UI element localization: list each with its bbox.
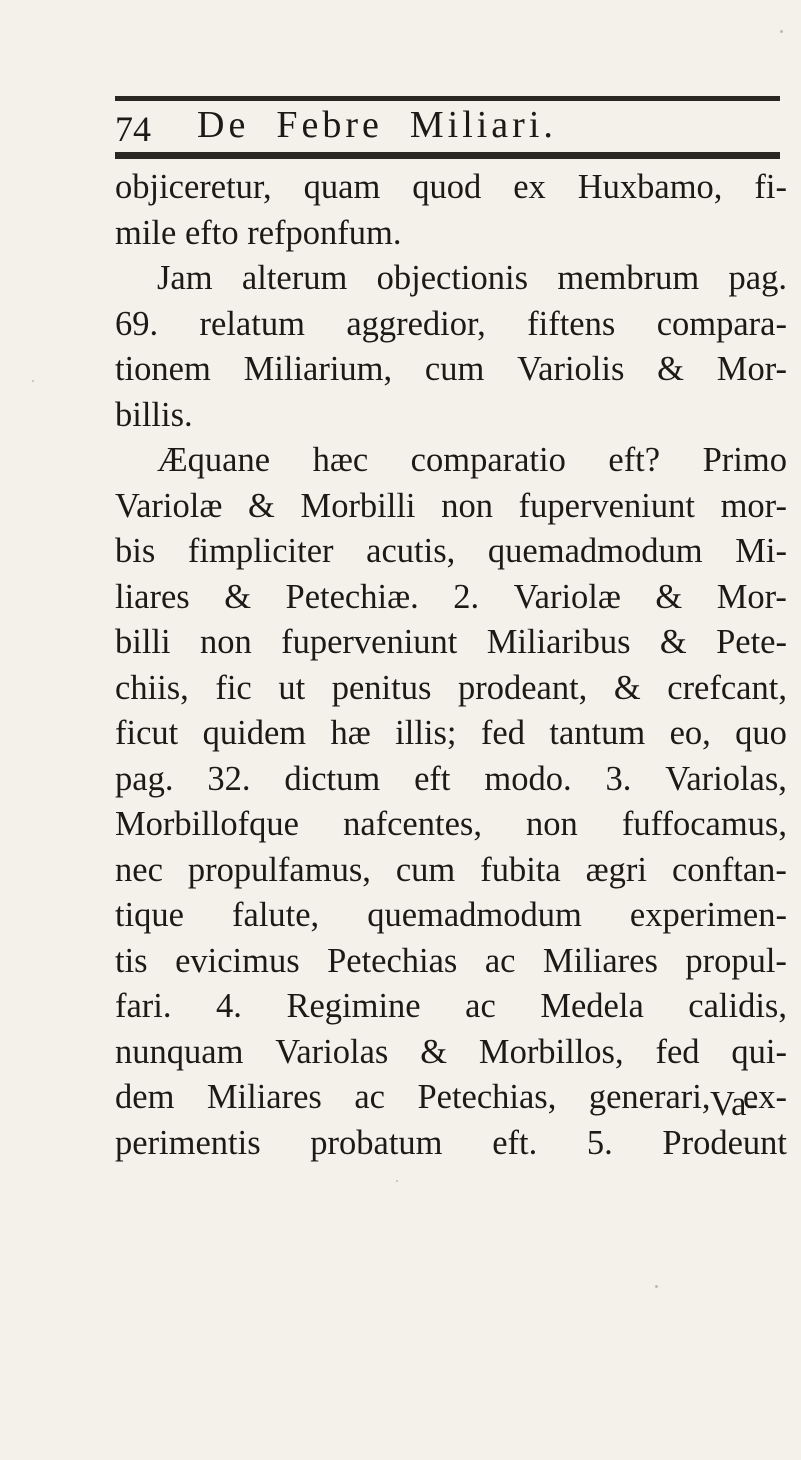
word: Miliares bbox=[542, 941, 658, 980]
word: 32. bbox=[207, 759, 251, 798]
word: fubita bbox=[480, 850, 561, 889]
word: Mor- bbox=[716, 350, 787, 388]
word: penitus bbox=[331, 668, 432, 707]
text-line bbox=[115, 666, 787, 712]
text-line bbox=[115, 1030, 787, 1076]
word: fari. bbox=[115, 987, 172, 1025]
word: & bbox=[655, 577, 683, 616]
word: fed bbox=[655, 1032, 700, 1071]
header-bottom-rule bbox=[115, 152, 780, 159]
word: aggredior, bbox=[346, 304, 486, 343]
word: falute, bbox=[232, 896, 320, 934]
word: Regimine bbox=[286, 987, 421, 1025]
word: propulfamus, bbox=[187, 850, 371, 889]
word: quidem bbox=[202, 714, 307, 752]
word: fuffocamus, bbox=[621, 805, 787, 843]
word: generari, bbox=[588, 1078, 711, 1116]
word: comparatio bbox=[410, 441, 566, 479]
text-line bbox=[115, 984, 787, 1030]
word: tis bbox=[115, 941, 148, 980]
running-title-febre: Febre bbox=[276, 104, 383, 146]
word: eft bbox=[414, 759, 451, 798]
word: objiceretur, bbox=[115, 168, 272, 206]
paper-speck bbox=[655, 1285, 658, 1288]
word: fuperveniunt bbox=[518, 486, 695, 525]
body-text bbox=[115, 165, 787, 1166]
word: Miliares bbox=[206, 1078, 322, 1116]
text-line bbox=[115, 1121, 787, 1167]
running-title-de: De bbox=[197, 104, 250, 146]
text-line bbox=[115, 848, 787, 894]
word: 69. bbox=[115, 304, 159, 343]
word: 3. bbox=[605, 759, 632, 798]
word: Morbillofque bbox=[115, 805, 299, 843]
word: conftan- bbox=[671, 850, 787, 889]
word: quemadmodum bbox=[367, 896, 582, 934]
word: eft. bbox=[492, 1123, 538, 1162]
word: Petechiæ. bbox=[285, 577, 419, 616]
word: 4. bbox=[216, 987, 242, 1025]
word: quo bbox=[735, 714, 787, 752]
word: prodeant, bbox=[457, 668, 588, 707]
word: Variolæ bbox=[513, 577, 621, 616]
word: ex- bbox=[742, 1078, 787, 1116]
word: probatum bbox=[310, 1123, 443, 1162]
word: Morbilli bbox=[300, 486, 416, 525]
word: cum bbox=[395, 850, 456, 889]
word: eft? bbox=[608, 441, 661, 479]
word: evicimus bbox=[175, 941, 300, 980]
word: Medela bbox=[540, 987, 644, 1025]
word: propul- bbox=[685, 941, 787, 980]
word: ex bbox=[513, 168, 546, 206]
word: Mor- bbox=[716, 577, 787, 616]
word: ac bbox=[484, 941, 516, 980]
running-head bbox=[115, 98, 780, 152]
word: ficut bbox=[115, 714, 179, 752]
word: acutis, bbox=[366, 532, 456, 570]
word: mor- bbox=[720, 486, 787, 525]
word: & bbox=[420, 1032, 448, 1071]
word: Morbillos, bbox=[478, 1032, 624, 1071]
word: Huxbamo, bbox=[577, 168, 723, 206]
word: Variolis bbox=[517, 350, 625, 388]
page-number: 74 bbox=[115, 109, 151, 149]
word: 5. bbox=[586, 1123, 613, 1162]
word: non bbox=[441, 486, 493, 525]
word: modo. bbox=[484, 759, 572, 798]
word: fuperveniunt bbox=[281, 623, 458, 661]
text-line bbox=[115, 165, 787, 211]
word: & bbox=[659, 623, 687, 661]
word: tantum bbox=[549, 714, 646, 752]
word: alterum bbox=[241, 259, 348, 297]
word: nafcentes, bbox=[343, 805, 482, 843]
word: pag. bbox=[115, 759, 174, 798]
word: fiftens bbox=[527, 304, 616, 343]
word: illis; bbox=[395, 714, 457, 752]
text-line bbox=[115, 893, 787, 939]
word: ac bbox=[354, 1078, 385, 1116]
word: Petechias, bbox=[417, 1078, 557, 1116]
word: tionem bbox=[115, 350, 211, 388]
word: qui- bbox=[731, 1032, 787, 1071]
word: Primo bbox=[702, 441, 787, 479]
text-line bbox=[115, 620, 787, 666]
paper-speck bbox=[32, 380, 34, 382]
word: pag. bbox=[728, 259, 787, 297]
word: 2. bbox=[453, 577, 480, 616]
text-line bbox=[115, 438, 787, 484]
text-line bbox=[115, 575, 787, 621]
text-line: mile efto refponfum. bbox=[115, 213, 402, 252]
word: crefcant, bbox=[667, 668, 787, 707]
text-line bbox=[115, 711, 787, 757]
word: nunquam bbox=[115, 1032, 244, 1071]
word: quemadmodum bbox=[487, 532, 703, 570]
word: liares bbox=[115, 577, 190, 616]
word: quam bbox=[303, 168, 381, 206]
word: Pete- bbox=[716, 623, 787, 661]
word: Variolæ bbox=[115, 486, 223, 525]
word: membrum bbox=[557, 259, 700, 297]
word: non bbox=[199, 623, 252, 661]
running-title bbox=[197, 106, 557, 144]
word: Jam bbox=[157, 259, 213, 297]
word: Mi- bbox=[735, 532, 787, 570]
word: fi- bbox=[754, 168, 787, 206]
word: calidis, bbox=[688, 987, 787, 1025]
text-line bbox=[115, 484, 787, 530]
word: non bbox=[526, 805, 578, 843]
word: dem bbox=[115, 1078, 175, 1116]
word: quod bbox=[412, 168, 482, 206]
word: & bbox=[224, 577, 252, 616]
text-line bbox=[115, 1075, 787, 1121]
running-title-miliari: Miliari. bbox=[409, 104, 557, 146]
word: relatum bbox=[199, 304, 305, 343]
word: Miliaribus bbox=[486, 623, 631, 661]
word: chiis, bbox=[115, 668, 189, 707]
paper-speck bbox=[780, 30, 783, 33]
text-line bbox=[115, 347, 787, 393]
word: experimen- bbox=[629, 896, 787, 934]
word: hæc bbox=[312, 441, 369, 479]
word: & bbox=[657, 350, 684, 388]
word: nec bbox=[115, 850, 163, 889]
word: compara- bbox=[656, 304, 787, 343]
text-line bbox=[115, 802, 787, 848]
text-line bbox=[115, 302, 787, 348]
word: Variolas, bbox=[665, 759, 787, 798]
word: fic bbox=[215, 668, 252, 707]
word: tique bbox=[115, 896, 184, 934]
word: dictum bbox=[284, 759, 381, 798]
word: Æquane bbox=[157, 441, 271, 479]
word: objectionis bbox=[376, 259, 529, 297]
word: ac bbox=[465, 987, 496, 1025]
text-line bbox=[115, 256, 787, 302]
paper-speck bbox=[396, 1180, 398, 1182]
word: billi bbox=[115, 623, 171, 661]
word: ægri bbox=[585, 850, 648, 889]
word: hæ bbox=[330, 714, 371, 752]
word: Prodeunt bbox=[662, 1123, 787, 1162]
catchword: Va- bbox=[710, 1085, 758, 1123]
word: fimpliciter bbox=[187, 532, 334, 570]
text-line bbox=[115, 939, 787, 985]
text-line bbox=[115, 757, 787, 803]
word: cum bbox=[424, 350, 485, 388]
word: bis bbox=[115, 532, 156, 570]
word: fed bbox=[480, 714, 525, 752]
text-line: billis. bbox=[115, 395, 193, 434]
word: perimentis bbox=[115, 1123, 261, 1162]
word: ut bbox=[278, 668, 306, 707]
text-line bbox=[115, 529, 787, 575]
word: & bbox=[613, 668, 641, 707]
word: & bbox=[248, 486, 275, 525]
word: Miliarium, bbox=[243, 350, 393, 388]
word: eo, bbox=[669, 714, 711, 752]
word: Variolas bbox=[275, 1032, 389, 1071]
word: Petechias bbox=[327, 941, 458, 980]
